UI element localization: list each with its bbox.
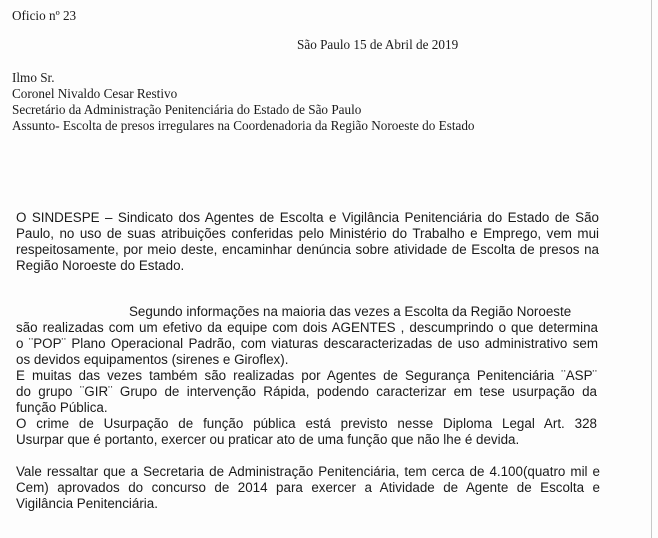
addressee-title: Secretário da Administração Penitenciária do Estado de São Paulo bbox=[12, 102, 362, 117]
paragraph-3-line-1: Vale ressaltar que a Secretaria de Administração Penitenciária, tem cerca de 4.100(quatro mil e bbox=[16, 464, 600, 479]
date-line: São Paulo 15 de Abril de 2019 bbox=[297, 37, 459, 52]
paragraph-2-line-7: função Pública. bbox=[16, 400, 108, 415]
paragraph-3-line-2: Cem) aprovados do concurso de 2014 para exercer a Atividade de Agente de Escolta e bbox=[16, 480, 600, 495]
salutation: Ilmo Sr. bbox=[12, 70, 55, 85]
paragraph-2-line-1: Segundo informações na maioria das vezes a Escolta da Região Noroeste bbox=[129, 304, 572, 319]
oficio-number: Oficio nº 23 bbox=[12, 8, 77, 23]
scan-edge-line bbox=[651, 0, 652, 538]
paragraph-2-line-9: Usurpar que é portanto, exercer ou praticar ato de uma função que não lhe é devida. bbox=[16, 432, 520, 447]
addressee-name: Coronel Nivaldo Cesar Restivo bbox=[12, 86, 178, 101]
paragraph-1-line-1: O SINDESPE – Sindicato dos Agentes de Escolta e Vigilância Penitenciária do Estado de São bbox=[16, 210, 599, 225]
subject-line: Assunto- Escolta de presos irregulares na Coordenadoria da Região Noroeste do Estado bbox=[12, 118, 475, 133]
paragraph-2-line-5: E muitas das vezes também são realizadas por Agentes de Segurança Penitenciária ¨ASP¨ bbox=[16, 368, 597, 383]
paragraph-1-line-4: Região Noroeste do Estado. bbox=[16, 258, 185, 273]
paragraph-1-line-3: respeitosamente, por meio deste, encaminhar denúncia sobre atividade de Escolta de presos na bbox=[16, 242, 599, 257]
paragraph-2-line-4: os devidos equipamentos (sirenes e Giroflex). bbox=[16, 352, 289, 367]
paragraph-3-line-3: Vigilância Penitenciária. bbox=[16, 496, 158, 511]
paragraph-1-line-2: Paulo, no uso de suas atribuições conferidas pelo Ministério do Trabalho e Emprego, vem mui bbox=[16, 226, 599, 241]
paragraph-2-line-3: o ¨POP¨ Plano Operacional Padrão, com viaturas descaracterizadas de uso administrativo sem bbox=[16, 336, 598, 351]
paragraph-2-line-8: O crime de Usurpação de função pública está previsto nesse Diploma Legal Art. 328 bbox=[16, 416, 597, 431]
paragraph-2-line-2: são realizadas com um efetivo da equipe com dois AGENTES , descumprindo o que determina bbox=[16, 320, 598, 335]
paragraph-2-line-6: do grupo ¨GIR¨ Grupo de intervenção Rápida, podendo caracterizar em tese usurpação da bbox=[16, 384, 597, 399]
